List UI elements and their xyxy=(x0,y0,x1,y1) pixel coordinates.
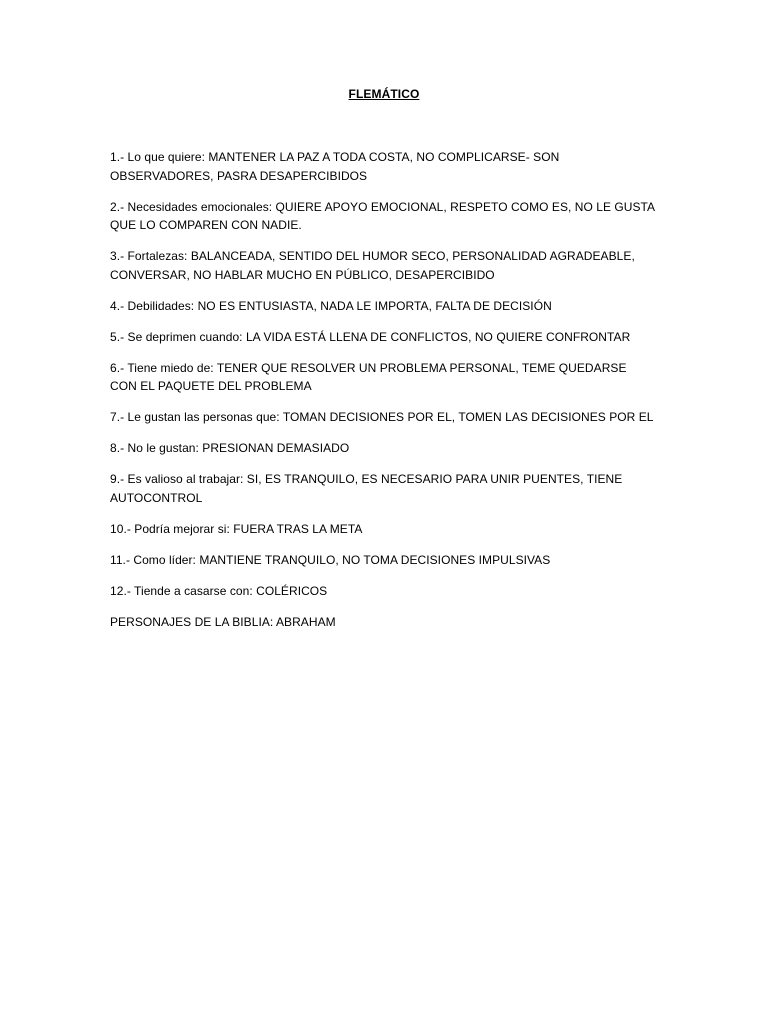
list-item-9: 9.- Es valioso al trabajar: SI, ES TRANQUILO, ES NECESARIO PARA UNIR PUENTES, TIENE AUTOCONTROL xyxy=(110,472,623,505)
list-item-10: 10.- Podría mejorar si: FUERA TRAS LA META xyxy=(110,521,363,536)
document-body xyxy=(110,148,655,644)
list-item-1: 1.- Lo que quiere: MANTENER LA PAZ A TODA COSTA, NO COMPLICARSE- SON OBSERVADORES, PASRA DESAPERCIBIDOS xyxy=(110,150,560,183)
list-item-2: 2.- Necesidades emocionales: QUIERE APOYO EMOCIONAL, RESPETO COMO ES, NO LE GUSTA QUE LO COMPAREN CON NADIE. xyxy=(110,199,655,232)
document-title: FLEMÁTICO xyxy=(348,87,420,101)
list-item-5: 5.- Se deprimen cuando: LA VIDA ESTÁ LLENA DE CONFLICTOS, NO QUIERE CONFRONTAR xyxy=(110,329,631,344)
list-item-3: 3.- Fortalezas: BALANCEADA, SENTIDO DEL HUMOR SECO, PERSONALIDAD AGRADEABLE, CONVERSAR, NO HABLAR MUCHO EN PÚBLICO, DESAPERCIBIDO xyxy=(110,249,635,282)
list-item-4: 4.- Debilidades: NO ES ENTUSIASTA, NADA LE IMPORTA, FALTA DE DECISIÓN xyxy=(110,298,552,313)
list-item-7: 7.- Le gustan las personas que: TOMAN DECISIONES POR EL, TOMEN LAS DECISIONES POR EL xyxy=(110,410,654,424)
bible-characters-line: PERSONAJES DE LA BIBLIA: ABRAHAM xyxy=(110,614,336,629)
list-item-8: 8.- No le gustan: PRESIONAN DEMASIADO xyxy=(110,441,350,455)
list-item-12: 12.- Tiende a casarse con: COLÉRICOS xyxy=(110,583,328,598)
list-item-11: 11.- Como líder: MANTIENE TRANQUILO, NO TOMA DECISIONES IMPULSIVAS xyxy=(110,552,551,567)
list-item-6: 6.- Tiene miedo de: TENER QUE RESOLVER UN PROBLEMA PERSONAL, TEME QUEDARSE CON EL PAQUETE DEL PROBLEMA xyxy=(110,360,627,393)
